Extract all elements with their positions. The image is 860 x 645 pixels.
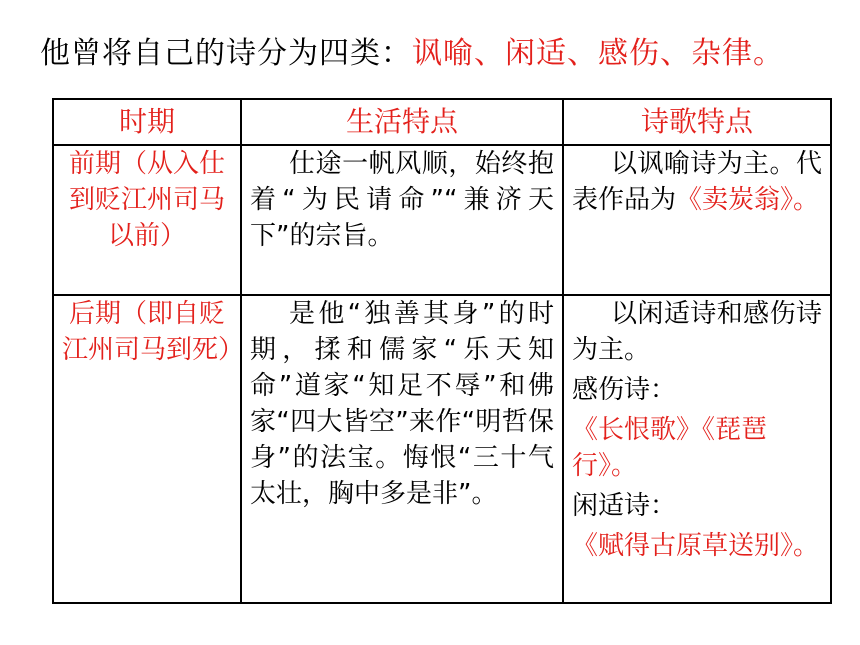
leisure-works: 《赋得古原草送别》。 [572,531,820,561]
early-poetry-cell [563,145,831,295]
poetry-periods-table [52,98,832,604]
early-poetry-work: 《卖炭翁》。 [676,185,820,215]
sentimental-label: 感伤诗： [572,375,677,405]
intro-lead: 他曾将自己的诗分为四类： [40,36,412,71]
leisure-label: 闲适诗： [572,491,677,521]
early-life-cell: 仕途一帆风顺，始终抱着“为民请命”“兼济天下”的宗旨。 [241,145,563,295]
header-poetry-features: 诗歌特点 [563,99,831,145]
early-poetry-text: 以讽喻诗为主。代表作品为 [572,149,822,215]
sentimental-works: 《长恨歌》《琵琶行》。 [572,415,768,481]
late-poetry-cell [563,295,831,603]
late-period-cell: 后期（即自贬江州司马到死） [53,295,241,603]
early-period-cell: 前期（从入仕到贬江州司马以前） [53,145,241,295]
header-life-features: 生活特点 [241,99,563,145]
intro-line [40,34,784,74]
poem-categories: 讽喻、闲适、感伤、杂律。 [412,36,784,71]
table-row-early [53,145,831,295]
late-life-cell: 是他“独善其身”的时期，揉和儒家“乐天知命”道家“知足不辱”和佛家“四大皆空”来作“明哲保身”的法宝。悔恨“三十气太壮，胸中多是非”。 [241,295,563,603]
header-period: 时期 [53,99,241,145]
table-row-late [53,295,831,603]
table-header-row [53,99,831,145]
late-poetry-intro: 以闲适诗和感伤诗为主。 [572,299,822,365]
